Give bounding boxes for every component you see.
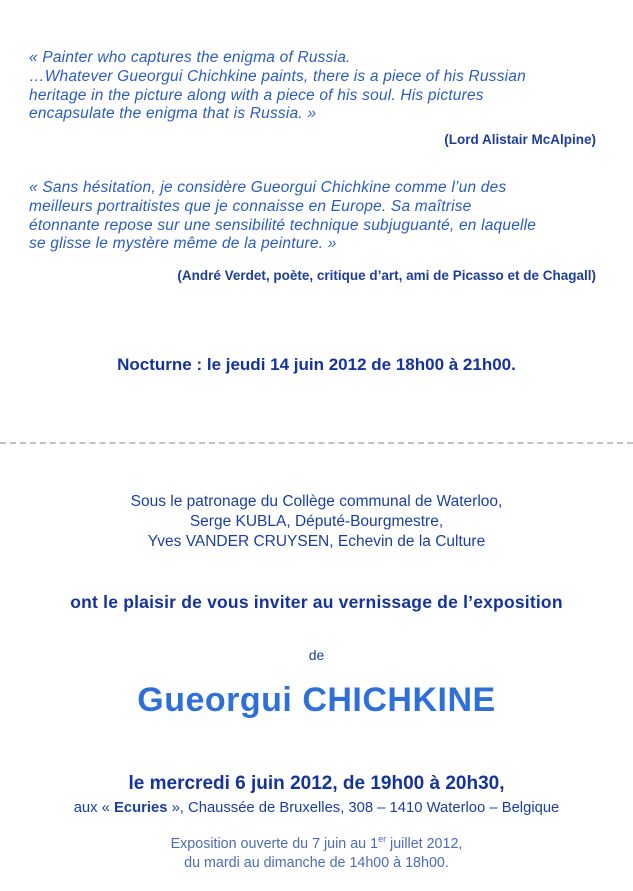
venue-prefix: aux « [73,800,114,816]
quote-line: « Sans hésitation, je considère Gueorgui Chichkine comme l’un des [29,179,507,196]
quote-english-attribution: (Lord Alistair McAlpine) [444,132,596,147]
patronage-line: Yves VANDER CRUYSEN, Echevin de la Culture [147,533,486,550]
venue-name: Ecuries [114,800,168,816]
quote-french [29,179,589,254]
venue-address [0,800,633,816]
quote-line: « Painter who captures the enigma of Russia. [29,49,351,66]
quote-french-attribution: (André Verdet, poète, critique d’art, ami de Picasso et de Chagall) [177,268,596,283]
venue-suffix: », Chaussée de Bruxelles, 308 – 1410 Waterloo – Belgique [167,800,560,816]
artist-name-title: Gueorgui CHICHKINE [137,681,496,719]
patronage-line: Sous le patronage du Collège communal de Waterloo, [130,493,503,510]
exposition-hours [0,835,633,872]
patronage-line: Serge KUBLA, Député-Bourgmestre, [189,513,444,530]
quote-english [29,49,589,124]
invitation-line: ont le plaisir de vous inviter au vernissage de l’exposition [70,592,563,612]
quote-line: se glisse le mystère même de la peinture. » [29,235,337,253]
quote-line: encapsulate the enigma that is Russia. » [29,105,317,123]
quote-line: étonnante repose sur une sensibilité technique subjuguanté, en laquelle [29,216,537,234]
exposition-dates-line [0,835,633,854]
exposition-dates-text: Exposition ouverte du 7 juin au 1 [170,836,379,852]
exposition-dates-text: juillet 2012, [386,836,463,852]
exposition-times-line: du mardi au dimanche de 14h00 à 18h00. [184,854,449,871]
nocturne-line: Nocturne : le jeudi 14 juin 2012 de 18h00 à 21h00. [117,355,516,374]
dashed-divider [0,442,633,444]
event-datetime: le mercredi 6 juin 2012, de 19h00 à 20h30, [128,773,505,794]
ordinal-superscript: er [378,834,387,845]
quote-line: meilleurs portraitistes que je connaisse en Europe. Sa maîtrise [29,197,472,215]
quote-line: …Whatever Gueorgui Chichkine paints, there is a piece of his Russian [29,67,526,85]
patronage-block [0,492,633,552]
de-connector: de [308,647,325,663]
quote-line: heritage in the picture along with a piece of his soul. His pictures [29,86,484,104]
